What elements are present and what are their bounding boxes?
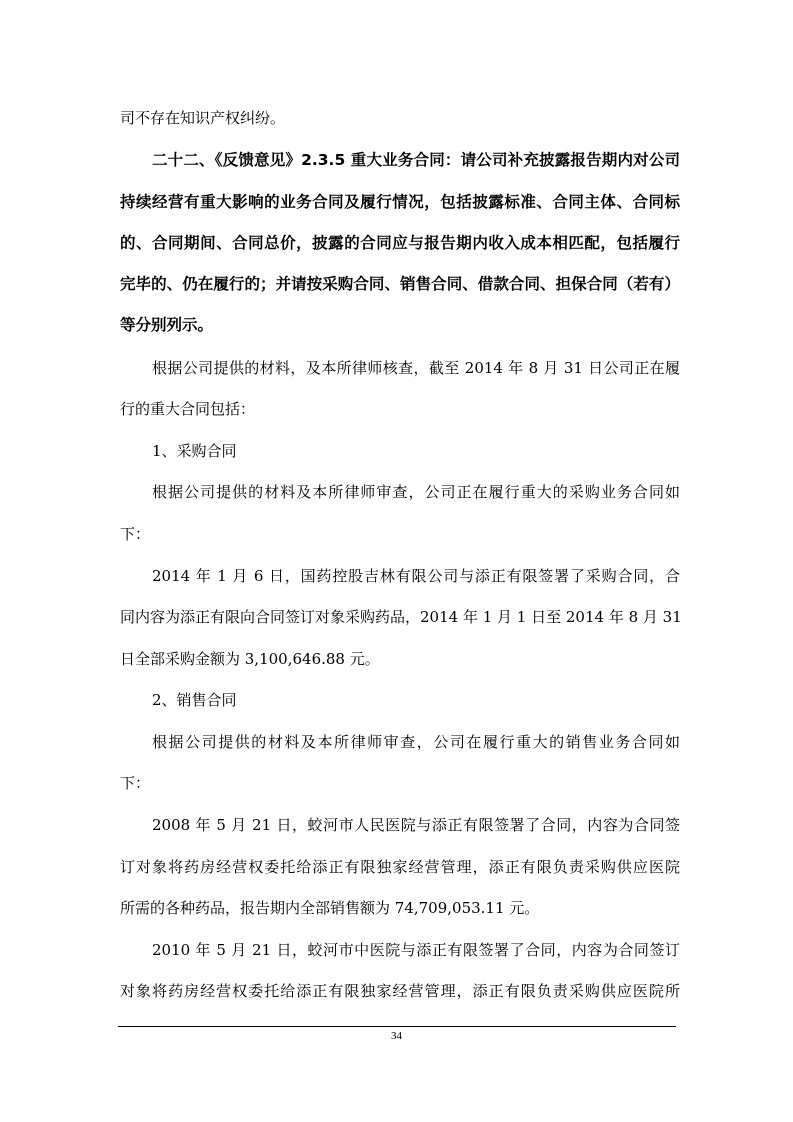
paragraph-line: 2010 年 5 月 21 日，蛟河市中医院与添正有限签署了合同，内容为合同签订 (152, 941, 680, 959)
paragraph-line: 2008 年 5 月 21 日，蛟河市人民医院与添正有限签署了合同，内容为合同签 (152, 816, 680, 834)
footer-divider (118, 1026, 676, 1027)
paragraph-line: 订对象将药房经营权委托给添正有限独家经营管理，添正有限负责采购供应医院 (120, 858, 680, 876)
paragraph-line: 根据公司提供的材料及本所律师审查，公司在履行重大的销售业务合同如 (152, 733, 680, 751)
paragraph-line: 所需的各种药品，报告期内全部销售额为 74,709,053.11 元。 (120, 899, 540, 917)
section-heading-purchase: 1、采购合同 (152, 442, 237, 460)
question-line: 完毕的、仍在履行的；并请按采购合同、销售合同、借款合同、担保合同（若有） (120, 275, 680, 293)
question-line: 持续经营有重大影响的业务合同及履行情况，包括披露标准、合同主体、合同标 (120, 193, 680, 211)
paragraph-line: 根据公司提供的材料，及本所律师核查，截至 2014 年 8 月 31 日公司正在履 (152, 359, 680, 377)
question-heading-line: 二十二、《反馈意见》2.3.5 重大业务合同：请公司补充披露报告期内对公司 (152, 151, 680, 169)
paragraph-line: 同内容为添正有限向合同签订对象采购药品，2014 年 1 月 1 日至 2014 年 8 月 31 (120, 608, 682, 626)
paragraph-line: 行的重大合同包括： (120, 400, 256, 418)
paragraph-line: 司不存在知识产权纠纷。 (120, 109, 286, 127)
paragraph-line: 日全部采购金额为 3,100,646.88 元。 (120, 650, 380, 668)
question-line: 的、合同期间、合同总价，披露的合同应与报告期内收入成本相匹配，包括履行 (120, 234, 680, 252)
question-line: 等分别列示。 (120, 316, 214, 334)
paragraph-line: 对象将药房经营权委托给添正有限独家经营管理，添正有限负责采购供应医院所 (120, 982, 680, 1000)
paragraph-line: 根据公司提供的材料及本所律师审查，公司正在履行重大的采购业务合同如 (152, 483, 680, 501)
paragraph-line: 下： (120, 774, 151, 792)
paragraph-line: 下： (120, 525, 151, 543)
page-number: 34 (391, 1030, 402, 1042)
paragraph-line: 2014 年 1 月 6 日，国药控股吉林有限公司与添正有限签署了采购合同，合 (152, 567, 680, 585)
section-heading-sales: 2、销售合同 (152, 691, 237, 709)
